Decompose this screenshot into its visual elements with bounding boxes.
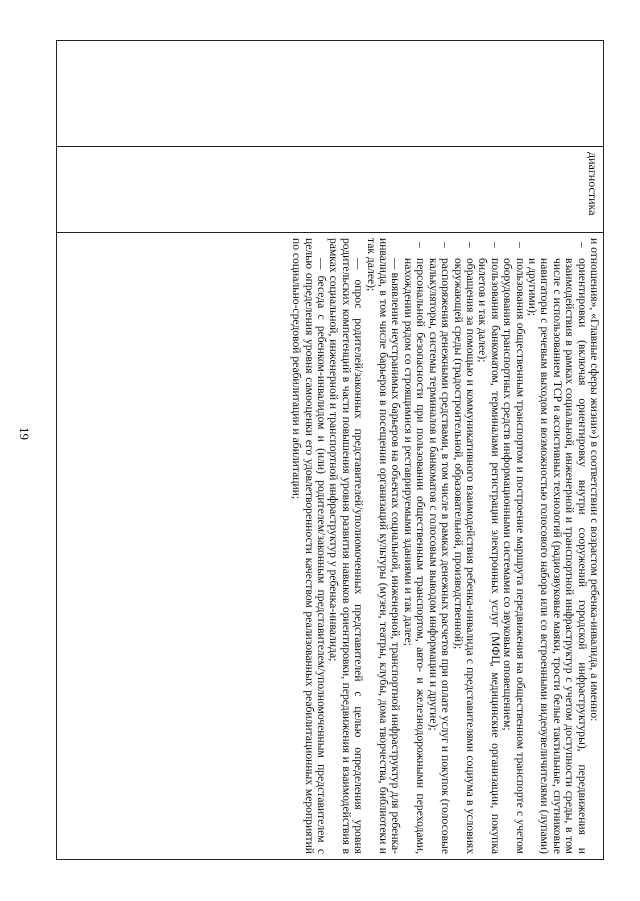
- paragraph-text: выявление неустранимых барьеров на объектах социальной, инженерной, транспортной инфраструктур для ребенка-инвалида, в том числе барьеров в посещении организаций культуры (музеи, театры, клубы, дома творчества, библиотеки и так далее);: [364, 238, 403, 854]
- sub-item: [476, 238, 501, 854]
- paragraph: [290, 238, 327, 854]
- dash-marker: –: [488, 242, 502, 248]
- dash-marker: –: [463, 242, 477, 248]
- dash-marker: –: [414, 242, 428, 248]
- paragraph: [364, 238, 401, 854]
- sub-item: [402, 238, 427, 854]
- paragraph: [327, 238, 364, 854]
- table-row: [57, 41, 604, 860]
- dash-marker: –: [575, 242, 589, 248]
- page-number: 19: [17, 427, 32, 440]
- sub-item: [426, 238, 451, 854]
- sub-item-text: обращения за помощью и коммуникативного взаимодействия ребенка-инвалида с представителями социума в условиях окружающей среды (градостроительной, образовательной, производственной);: [451, 258, 477, 854]
- stage-cell: [57, 147, 604, 233]
- paragraph-text: опрос родителей/законных представителей/уполномоченных представителей с целью определения уровня родительских компетенций в части повышения уровня развития навыков ориентировки, передвижения и взаимодействия в рамках социальной, инженерной и транспортной инфраструктур у ребенка-инвалида;: [327, 238, 366, 854]
- sub-item: [451, 238, 476, 854]
- dash-marker: —: [315, 258, 329, 270]
- sub-item: [526, 238, 588, 854]
- sub-item-text: распоряжения денежными средствами, в том числе в рамках денежных расчетов при оплате услуг и покупок (голосовые калькуляторы, системы терминалов и банкоматов с голосовым выводом информации и другие);: [426, 258, 453, 854]
- sub-item-list: [402, 238, 588, 854]
- description-cell: [57, 233, 604, 860]
- empty-cell: [57, 41, 604, 147]
- intro-text: и отношения», «Главные сферы жизни») в соответствии с возрастом ребенка-инвалида, а именно:: [588, 238, 601, 722]
- dash-marker: —: [352, 258, 366, 270]
- dash-marker: –: [439, 242, 453, 248]
- sub-item-text: пользования банкоматом, терминалами регистрации электронных услуг (МФЦ, медицинские организации, покупка билетов и так далее);: [476, 258, 502, 854]
- sub-item-text: ориентировки (включая ориентировку внутри сооружений городской инфраструктуры), передвижения и взаимодействия в рамках социальной, инженерной и транспортной инфраструктур с учетом доступности среды, в том числе с использованием ТСР и ассистивных технологий (радиозвуковые маяки, трости белые тактильные, спутниковые навигаторы с речевым выходом и возможностью голосового набора или со встроенными видеоувеличителями (лупами) и другими);: [525, 258, 589, 854]
- dash-marker: –: [513, 242, 527, 248]
- content-table: [56, 40, 604, 860]
- sub-item-text: персональной безопасности при пользовании общественным транспортом, авто- и железнодорожными переходами, нахождении рядом со строящимися и реставрируемыми зданиями и так далее;: [401, 258, 428, 854]
- stage-label: диагностика: [586, 152, 600, 216]
- dash-marker: —: [389, 258, 403, 270]
- rotated-table-container: [56, 40, 604, 860]
- sub-item-text: пользования общественным транспортом и построение маршрута передвижения на общественном транспорте с учетом оборудования транспортных средств информационными системами со звуковым оповещением;: [501, 258, 527, 854]
- sub-item: [501, 238, 526, 854]
- paragraph-text: беседа с ребенком-инвалидом и (или) родителем/законным представителем/уполномоченным представителем с целью определения уровня самооценки его удовлетворенности качеством реализованных реабилитационных мероприятий по социально-средовой реабилитации и абилитации;: [290, 238, 329, 854]
